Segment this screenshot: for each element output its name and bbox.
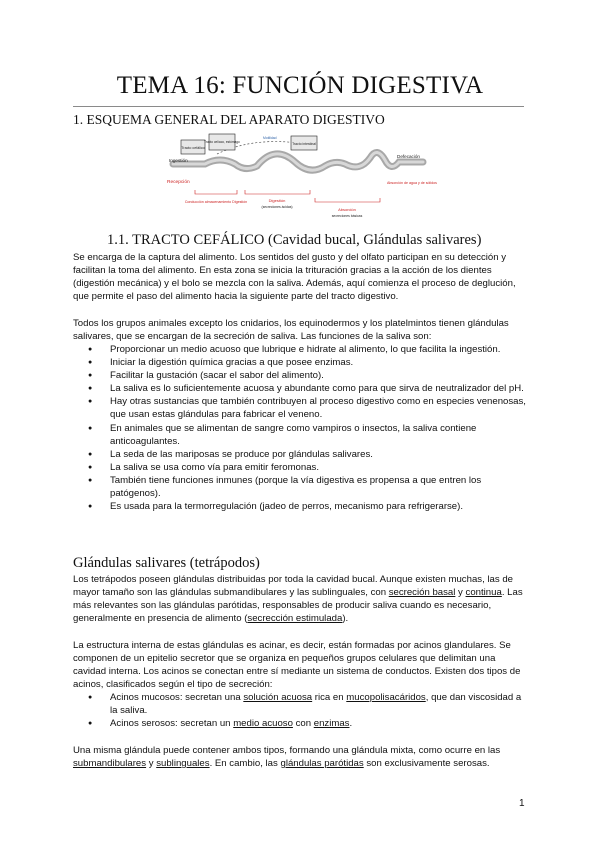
acinos-list-wrap — [73, 691, 528, 730]
heading-glandulas-salivares: Glándulas salivares (tetrápodos) — [73, 555, 260, 571]
label-defecacion: Defecación — [397, 154, 420, 159]
label-absorcion-sub: secreciones básicas — [331, 214, 363, 218]
list-item: ● Proporcionar un medio acuoso que lubrique e hidrate al alimento, lo que facilita la ingestión. — [73, 343, 528, 356]
list-item: ● En animales que se alimentan de sangre como vampiros o insectos, la saliva contiene anticoagulantes. — [73, 422, 528, 448]
underlined-term: continua — [465, 587, 502, 599]
section-heading-1: 1. ESQUEMA GENERAL DEL APARATO DIGESTIVO — [73, 112, 385, 127]
label-conduccion: Conducción almacenamiento Digestión — [184, 200, 248, 204]
label-ingestion: Ingestión — [169, 158, 188, 163]
label-digestion: Digestión — [268, 198, 286, 203]
list-item: ● La saliva se usa como vía para emitir feromonas. — [73, 461, 528, 474]
paragraph-tetrapodos: Los tetrápodos poseen glándulas distribuidas por toda la cavidad bucal. Aunque existen muchas, las de mayor tamaño son las glándulas submandibulares y las sublinguales, con secreción basal y continua. Las más relevantes son las glándulas parótidas, responsables de producir saliva cuando es necesario, generalmente en presencia de alimento (secrección estimulada). — [73, 574, 523, 625]
list-item: ● Facilitar la gustación (sacar el sabor del alimento). — [73, 369, 528, 382]
label-tracto-cefalico: Tracto cefálico — [181, 146, 205, 150]
acinos-list — [73, 691, 528, 730]
list-item: ● Es usada para la termorregulación (jadeo de perros, mecanismo para refrigerarse). — [73, 500, 528, 513]
list-item: ● Iniciar la digestión química gracias a que posee enzimas. — [73, 356, 528, 369]
saliva-functions-list — [73, 343, 528, 513]
underlined-term: secrección estimulada — [247, 613, 343, 625]
list-item: ● Acinos serosos: secretan un medio acuoso con enzimas. — [73, 717, 528, 730]
label-absorcion-agua: Absorción de agua y de sólidos — [387, 181, 437, 185]
underlined-term: glándulas parótidas — [280, 758, 364, 770]
label-motilidad: Motilidad — [263, 136, 277, 140]
list-item: ● También tiene funciones inmunes (porque la vía digestiva es propensa a que entren los patógenos). — [73, 474, 528, 500]
list-item: ● Hay otras sustancias que también contribuyen al proceso digestivo como en especies venenosas, que usan estas glándulas para fabricar el veneno. — [73, 395, 528, 421]
saliva-functions-list-wrap — [73, 343, 528, 513]
underlined-term: sublinguales — [156, 758, 210, 770]
page-number: 1 — [519, 798, 525, 809]
underlined-term: secreción basal — [388, 587, 456, 599]
digestive-tract-diagram — [165, 132, 437, 224]
paragraph-glandulas-intro: Todos los grupos animales excepto los cnidarios, los equinodermos y los platelmintos tienen glándulas salivares, que se encargan de la secreción de saliva. Las funciones de la saliva son: — [73, 318, 509, 343]
label-digestion-sub: (secreciones ácidas) — [261, 205, 293, 209]
subsection-heading-1-1: 1.1. TRACTO CEFÁLICO (Cavidad bucal, Glándulas salivares) — [107, 232, 482, 248]
label-tracto-celiaco: Tracto celíaco, estómago — [204, 140, 240, 144]
paragraph-tracto-cefalico: Se encarga de la captura del alimento. Los sentidos del gusto y del olfato participan en su detección y facilitan la toma del alimento. En esta zona se inicia la trituración gracias a la acción de los dientes (digestión mecánica) y el bolo se mezcla con la saliva. Además, aquí comienza el proceso de deglución, que permite el paso del alimento hacia la siguiente parte del tracto digestivo. — [73, 252, 516, 303]
list-item: ● La saliva es lo suficientemente acuosa y abundante como para que sirva de neutralizador del pH. — [73, 382, 528, 395]
title-divider — [73, 106, 524, 107]
list-item: ● La seda de las mariposas se produce por glándulas salivares. — [73, 448, 528, 461]
label-recepcion: Recepción — [167, 180, 190, 185]
list-item: ● Acinos mucosos: secretan una solución acuosa rica en mucopolisacáridos, que dan viscosidad a la saliva. — [73, 691, 528, 717]
label-absorcion: Absorción — [338, 207, 356, 212]
paragraph-glandula-mixta: Una misma glándula puede contener ambos tipos, formando una glándula mixta, como ocurre en las submandibulares y sublinguales. En cambio, las glándulas parótidas son exclusivamente serosas. — [73, 745, 501, 770]
label-tracto-intestinal: Tracto intestinal — [292, 142, 316, 146]
page-title: TEMA 16: FUNCIÓN DIGESTIVA — [116, 72, 484, 99]
paragraph-estructura-acinar: La estructura interna de estas glándulas es acinar, es decir, están formadas por acinos glandulares. Se componen de un epitelio secretor que se organiza en pequeños grupos celulares que delimitan una cavidad interna. Los acinos se conectan entre sí mediante un sistema de conductos. Existen dos tipos de acinos, clasificados según el tipo de secreción: — [73, 640, 521, 691]
underlined-term: submandibulares — [73, 758, 147, 770]
